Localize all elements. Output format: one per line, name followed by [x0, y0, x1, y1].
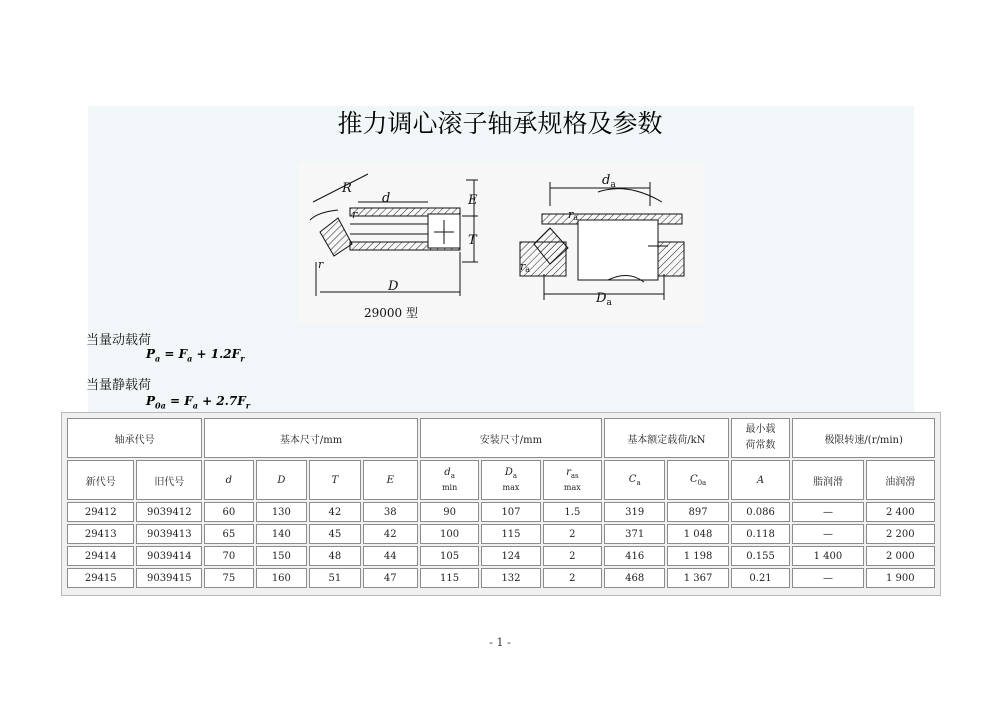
subheader-oil: 油润滑 — [866, 460, 935, 500]
cell-ras: 2 — [543, 568, 602, 588]
cell-C0a: 1 367 — [667, 568, 728, 588]
cell-E: 47 — [363, 568, 418, 588]
cell-Ca: 371 — [604, 524, 665, 544]
label-E: E — [468, 193, 478, 208]
subheader-new-code: 新代号 — [67, 460, 134, 500]
page-title: 推力调心滚子轴承规格及参数 — [337, 109, 663, 138]
cell-T: 42 — [309, 502, 360, 522]
label-d: d — [382, 191, 391, 206]
cell-A: 0.118 — [731, 524, 791, 544]
label-D: D — [388, 279, 399, 294]
subheader-Ca: $C_a$ — [604, 460, 665, 500]
label-r-bottom: r — [318, 258, 324, 271]
subheader-grease: 脂润滑 — [792, 460, 863, 500]
cell-T: 48 — [309, 546, 360, 566]
cell-Da: 124 — [481, 546, 540, 566]
subheader-C0a: $C_{0a}$ — [667, 460, 728, 500]
label-ra-top: ra — [568, 208, 579, 222]
cell-ras: 1.5 — [543, 502, 602, 522]
header-mount-dims: 安装尺寸/mm — [420, 418, 602, 458]
cell-da: 100 — [420, 524, 479, 544]
cell-Ca: 319 — [604, 502, 665, 522]
cell-old-code: 9039412 — [136, 502, 202, 522]
label-da: $d_a$ — [602, 173, 616, 190]
subheader-D: D — [256, 460, 308, 500]
spec-table — [65, 416, 937, 590]
cell-da: 115 — [420, 568, 479, 588]
subheader-ras: $r_{as}$ max — [543, 460, 602, 500]
cell-d: 75 — [204, 568, 253, 588]
table-row — [67, 546, 935, 566]
bearing-section-right — [520, 182, 684, 300]
table-row — [67, 524, 935, 544]
subheader-old-code: 旧代号 — [136, 460, 202, 500]
cell-D: 130 — [256, 502, 308, 522]
cell-Ca: 416 — [604, 546, 665, 566]
static-load-formula: $P_{0a} = F_a + 2.7F_r$ — [146, 394, 250, 411]
cell-da: 90 — [420, 502, 479, 522]
page-number: - 1 - — [489, 636, 511, 649]
cell-old-code: 9039413 — [136, 524, 202, 544]
label-R: R — [342, 181, 352, 196]
header-bearing-code: 轴承代号 — [67, 418, 202, 458]
subheader-d: d — [204, 460, 253, 500]
figure-caption: 29000 型 — [364, 306, 418, 320]
cell-grease: 1 400 — [792, 546, 863, 566]
cell-E: 42 — [363, 524, 418, 544]
cell-d: 70 — [204, 546, 253, 566]
cell-grease: — — [792, 502, 863, 522]
bearing-diagram — [298, 162, 704, 324]
table-row — [67, 502, 935, 522]
table-row — [67, 568, 935, 588]
cell-oil: 2 400 — [866, 502, 935, 522]
cell-oil: 2 000 — [866, 546, 935, 566]
cell-new-code: 29414 — [67, 546, 134, 566]
cell-new-code: 29412 — [67, 502, 134, 522]
cell-Da: 115 — [481, 524, 540, 544]
cell-D: 160 — [256, 568, 308, 588]
cell-T: 51 — [309, 568, 360, 588]
cell-Ca: 468 — [604, 568, 665, 588]
cell-E: 38 — [363, 502, 418, 522]
cell-old-code: 9039414 — [136, 546, 202, 566]
cell-da: 105 — [420, 546, 479, 566]
cell-C0a: 1 048 — [667, 524, 728, 544]
cell-grease: — — [792, 568, 863, 588]
cell-new-code: 29413 — [67, 524, 134, 544]
cell-grease: — — [792, 524, 863, 544]
cell-D: 140 — [256, 524, 308, 544]
cell-D: 150 — [256, 546, 308, 566]
cell-T: 45 — [309, 524, 360, 544]
cell-d: 65 — [204, 524, 253, 544]
cell-ras: 2 — [543, 524, 602, 544]
static-load-label: 当量静载荷 — [86, 378, 152, 393]
dynamic-load-label: 当量动载荷 — [86, 333, 152, 348]
subheader-E: E — [363, 460, 418, 500]
cell-oil: 1 900 — [866, 568, 935, 588]
dynamic-load-formula: $P_a = F_a + 1.2F_r$ — [146, 347, 245, 364]
cell-Da: 107 — [481, 502, 540, 522]
label-Da: $D_a$ — [596, 291, 612, 308]
cell-A: 0.155 — [731, 546, 791, 566]
cell-A: 0.21 — [731, 568, 791, 588]
label-T: T — [468, 233, 477, 248]
cell-E: 44 — [363, 546, 418, 566]
cell-C0a: 1 198 — [667, 546, 728, 566]
header-rated-load: 基本额定载荷/kN — [604, 418, 729, 458]
table-header-row — [67, 418, 935, 458]
table-subheader-row — [67, 460, 935, 500]
subheader-Da: $D_a$ max — [481, 460, 540, 500]
cell-ras: 2 — [543, 546, 602, 566]
header-speed-limit: 极限转速/(r/min) — [792, 418, 935, 458]
spec-table-frame — [61, 412, 941, 596]
subheader-A: A — [731, 460, 791, 500]
subheader-T: T — [309, 460, 360, 500]
bearing-section-left — [310, 174, 478, 296]
cell-oil: 2 200 — [866, 524, 935, 544]
label-ra-left: ra — [520, 260, 531, 274]
cell-A: 0.086 — [731, 502, 791, 522]
subheader-da: $d_a$ min — [420, 460, 479, 500]
cell-d: 60 — [204, 502, 253, 522]
label-r-top: r — [352, 208, 358, 221]
cell-old-code: 9039415 — [136, 568, 202, 588]
header-min-load: 最小载荷常数 — [731, 418, 791, 458]
cell-new-code: 29415 — [67, 568, 134, 588]
cell-C0a: 897 — [667, 502, 728, 522]
cell-Da: 132 — [481, 568, 540, 588]
header-basic-dims: 基本尺寸/mm — [204, 418, 418, 458]
